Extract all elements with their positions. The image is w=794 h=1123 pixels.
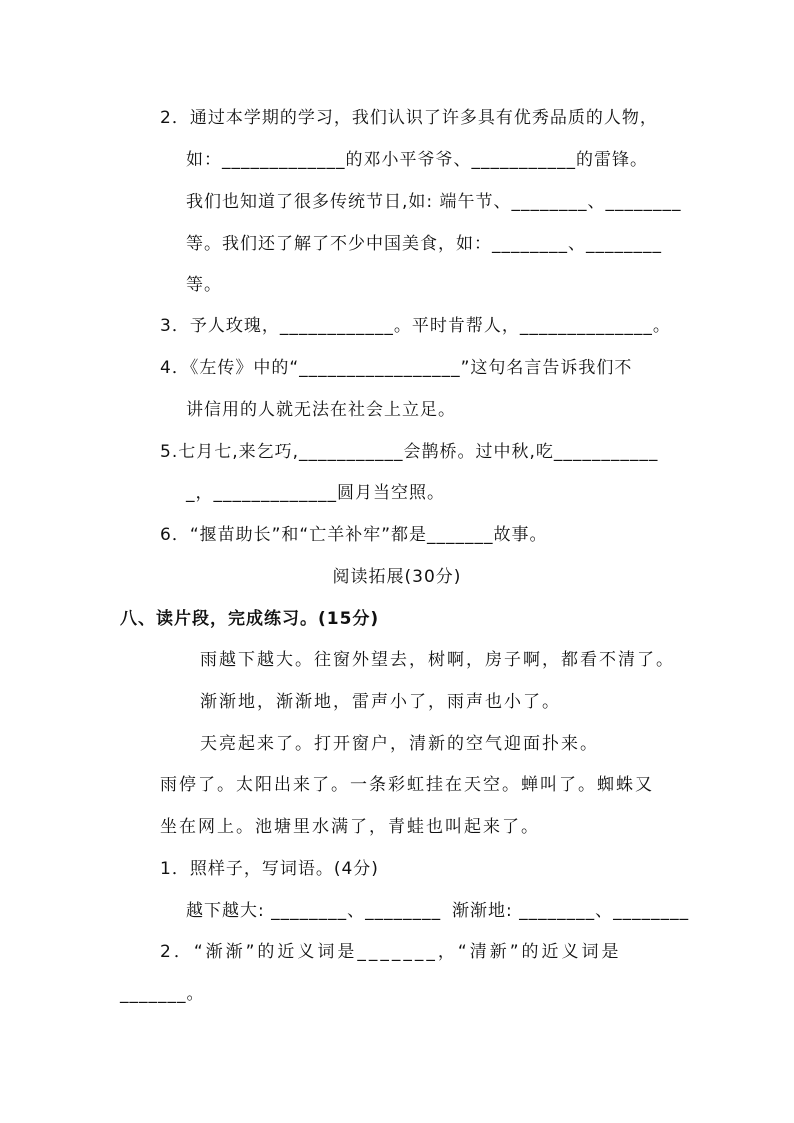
passage-paragraph: 坐在网上。池塘里水满了，青蛙也叫起来了。 <box>160 817 540 837</box>
q2-line-1: 2．通过本学期的学习，我们认识了许多具有优秀品质的人物， <box>160 108 658 128</box>
q6-line-1: 6．“揠苗助长”和“亡羊补牢”都是_______故事。 <box>160 525 548 545</box>
q4-line-2: 讲信用的人就无法在社会上立足。 <box>186 400 456 420</box>
q5-line-2: _，_____________圆月当空照。 <box>186 483 445 503</box>
part-8-q1-stem: 1．照样子，写词语。(4分) <box>160 859 379 879</box>
q2-line-5: 等。 <box>186 275 222 295</box>
part-8-q1-example-2: 渐渐地: ________、________ <box>452 901 690 921</box>
part-8-q2-line-1: 2．“渐渐”的近义词是_______，“清新”的近义词是 <box>160 942 622 962</box>
part-8-q2-line-2: _______。 <box>120 984 205 1004</box>
q2-line-4: 等。我们还了解了不少中国美食，如：________、________ <box>186 234 662 254</box>
q4-line-1: 4．《左传》中的“_________________”这句名言告诉我们不 <box>160 358 633 378</box>
section-title: 阅读拓展(30分) <box>332 567 462 587</box>
passage-paragraph: 雨越下越大。往窗外望去，树啊，房子啊，都看不清了。 <box>200 650 675 670</box>
q2-line-3: 我们也知道了很多传统节日,如: 端午节、________、________ <box>186 192 682 212</box>
passage-paragraph: 天亮起来了。打开窗户，清新的空气迎面扑来。 <box>200 734 599 754</box>
passage-paragraph: 渐渐地，渐渐地，雷声小了，雨声也小了。 <box>200 692 561 712</box>
q2-line-2: 如：_____________的邓小平爷爷、___________的雷锋。 <box>186 150 648 170</box>
passage-paragraph: 雨停了。太阳出来了。一条彩虹挂在天空。蝉叫了。蜘蛛又 <box>160 775 654 795</box>
q5-line-1: 5.七月七,来乞巧,___________会鹊桥。过中秋,吃___________ <box>160 442 659 462</box>
q3-line-1: 3．予人玫瑰，____________。平时肯帮人，______________。 <box>160 316 671 336</box>
part-8-heading: 八、读片段，完成练习。(15分) <box>120 609 380 629</box>
part-8-q1-example-1: 越下越大: ________、________ <box>186 901 442 921</box>
